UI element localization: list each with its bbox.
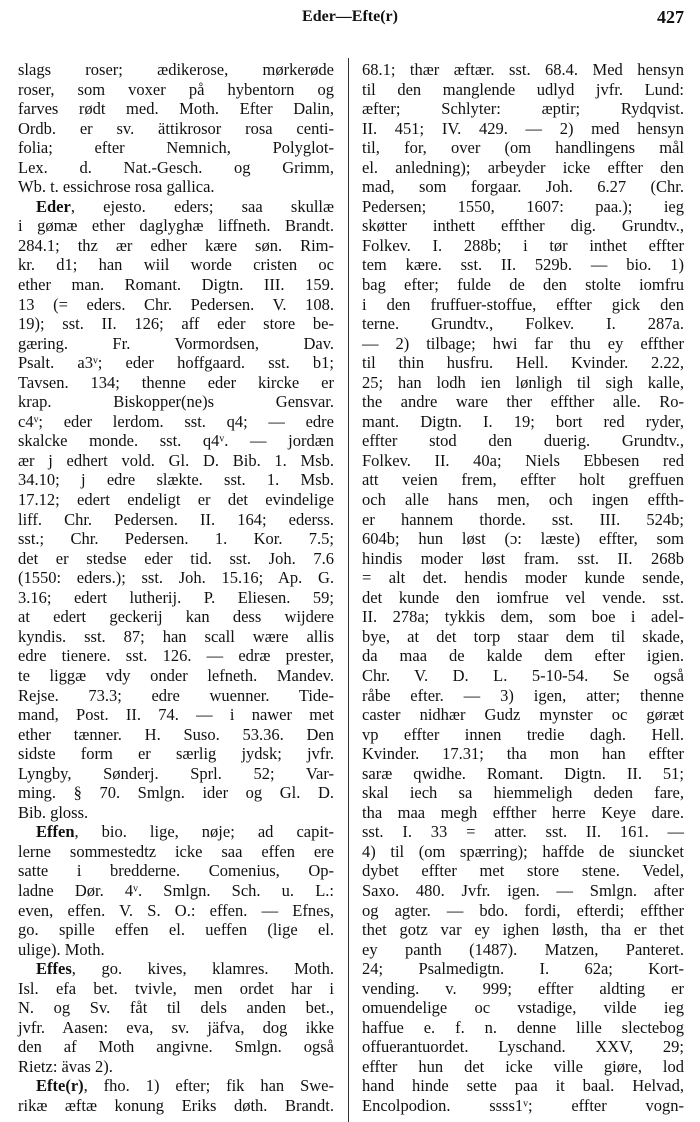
text-line [18,314,334,334]
text-line [18,607,334,627]
text-line [18,138,334,158]
line-text: farves rødt med. Moth. Efter Dalin, [18,99,334,119]
text-line [18,236,334,256]
text-line [362,158,684,178]
line-text: Folkev. II. 40a; Niels Ebbesen red [362,450,684,470]
line-text: — 2) tilbage; hwi far thu ey effther [362,333,684,353]
text-line [18,451,334,471]
line-text: 34.10; j edre slækte. sst. 1. Msb. [18,470,334,490]
line-text: bag efter; fulde de den stolte iomfru [362,275,684,295]
line-text: Kvinder. 17.31; tha mon han effter [362,744,684,764]
text-line [18,725,334,745]
line-text: 68.1; thær æftær. sst. 68.4. Med hensyn [362,60,684,79]
line-text: Bib. gloss. [18,802,89,822]
page-number: 427 [657,7,684,27]
line-text: vp effter innen tredie dagh. Hell. [362,724,684,744]
text-line [18,60,334,80]
text-line [362,1018,684,1038]
text-line [18,881,334,901]
line-text: , fho. 1) efter; fik han Swe- [83,1076,334,1096]
text-line [18,940,334,960]
text-line [362,451,684,471]
line-text: 17.12; edert endeligt er det evindelige [18,490,334,510]
text-line [18,80,334,100]
text-line [18,412,334,432]
line-text: edre tienere. sst. 126. — edræ prester, [18,646,334,666]
text-line [362,177,684,197]
text-line [18,998,334,1018]
text-line [18,686,334,706]
line-text: Lyngby, Sønderj. Sprl. 52; Var- [18,763,334,783]
text-line [362,80,684,100]
line-text: Ordb. er sv. ättikrosor rosa centi- [18,118,334,138]
line-text: even, effen. V. S. O.: effen. — Efnes, [18,900,334,920]
line-text: hand hinde sette paa it baal. Helvad, [362,1076,684,1096]
text-line [18,490,334,510]
text-line [18,1057,334,1077]
line-text: er hannem thorde. sst. III. 524b; [362,509,684,529]
line-text: til thin husfru. Hell. Kvinder. 2.22, [362,353,684,373]
line-text: 24; Psalmedigtn. I. 62a; Kort- [362,959,684,979]
text-line [362,236,684,256]
text-line [18,216,334,236]
text-line [362,568,684,588]
text-line [362,861,684,881]
text-line [362,510,684,530]
text-line [18,979,334,999]
text-line [18,353,334,373]
line-text: lerne sommestedtz icke saa effen ere [18,841,334,861]
line-text: råbe efter. — 3) igen, atter; thenne [362,685,684,705]
text-line [362,959,684,979]
line-text: at edert geckerij kan dess wijdere [18,607,334,627]
text-line [362,99,684,119]
line-text: Isl. efa bet. tvivle, men ordet har i [18,978,334,998]
line-text: skalcke monde. sst. q4ᵛ. — jordæn [18,431,334,451]
line-text: Wb. t. essichrose rosa gallica. [18,177,215,197]
line-text: æfter; Schlyter: æptir; Rydqvist. [362,99,684,119]
line-text: det kunde den iomfrue vel vende. sst. [362,587,684,607]
line-text: 25; han lodh ien lønligh til sigh kalle, [362,372,684,392]
line-text: kyndis. sst. 87; han scall wære allis [18,626,334,646]
text-line [18,119,334,139]
text-line [18,510,334,530]
line-text: mant. Digtn. I. 19; bort red ryder, [362,411,684,431]
text-line [362,588,684,608]
text-line [362,255,684,275]
line-text: kr. d1; han wiil worde cristen oc [18,255,334,275]
text-line [362,627,684,647]
line-text: Folkev. I. 288b; i tør inthet effter [362,235,684,255]
text-line [362,783,684,803]
text-line [18,744,334,764]
line-text: ulige). Moth. [18,939,105,959]
line-text: , go. kives, klamres. Moth. [71,959,334,979]
text-line [18,177,334,197]
line-text: N. og Sv. fåt til dels anden bet., [18,998,334,1018]
headword: Effen [36,822,75,842]
text-line [18,1096,334,1116]
line-text: terne. Grundtv., Folkev. I. 287a. [362,314,684,334]
text-line [362,842,684,862]
line-text: 13 (= eders. Chr. Pedersen. V. 108. [18,294,334,314]
line-text: roser, som voxer på hybentorn og [18,79,334,99]
line-text: Chr. V. D. L. 5-10-54. Se også [362,665,684,685]
text-line [18,803,334,823]
text-line [18,334,334,354]
line-text: Tavsen. 134; thenne eder kircke er [18,372,334,392]
text-line [362,431,684,451]
line-text: til, for, over (om handlingens mål [362,138,684,158]
text-line [362,646,684,666]
text-line [18,392,334,412]
line-text: og agter. — bdo. fordi, efterdi; effther [362,900,684,920]
running-head: Eder—Efte(r) [302,8,398,25]
line-text: sst.; Chr. Pedersen. 1. Kor. 7.5; [18,529,334,549]
text-line [362,275,684,295]
line-text: Psalt. a3ᵛ; eder hoffgaard. sst. b1; [18,353,334,373]
line-text: 284.1; thz ær edher kære søn. Rim- [18,235,334,255]
line-text: Pedersen; 1550, 1607: paa.); ieg [362,196,684,216]
line-text: c4ᵛ; eder lerdom. sst. q4; — edre [18,411,334,431]
text-line [362,881,684,901]
text-line [18,1018,334,1038]
text-line [362,549,684,569]
text-line [362,197,684,217]
line-text: slags roser; ædikerose, mørkerøde [18,60,334,79]
column-divider [348,58,349,1122]
text-line [362,1037,684,1057]
text-line [18,373,334,393]
text-line [362,1057,684,1077]
line-text: caster nidhær Gudz mynster oc gøræt [362,705,684,725]
line-text: mand, Post. II. 74. — i nawer met [18,705,334,725]
text-line [18,470,334,490]
text-line [362,314,684,334]
line-text: skal iech sa hiemmeligh deden fare, [362,783,684,803]
text-line [18,666,334,686]
line-text: 19); sst. II. 126; aff eder store be- [18,314,334,334]
text-line [18,646,334,666]
line-text: ær j edhert vold. Gl. D. Bib. 1. Msb. [18,450,334,470]
line-text: gæring. Fr. Vormordsen, Dav. [18,333,334,353]
text-line [18,197,334,217]
line-text: ether man. Romant. Digtn. III. 159. [18,275,334,295]
line-text: satte i bredderne. Comenius, Op- [18,861,334,881]
text-line [362,705,684,725]
text-line [18,431,334,451]
text-line [18,568,334,588]
headword: Effes [36,959,72,979]
text-line [362,60,684,80]
line-text: el. anledning); arbeyder icke effter den [362,157,684,177]
text-line [18,275,334,295]
line-text: Rejse. 73.3; edre wuenner. Tide- [18,685,334,705]
text-line [18,959,334,979]
line-text: ey panth (1487). Matzen, Panteret. [362,939,684,959]
text-line [362,979,684,999]
line-text: att veien frem, effter holt greffuen [362,470,684,490]
line-text: Lex. d. Nat.-Gesch. og Grimm, [18,157,334,177]
text-line [362,803,684,823]
line-text: saræ qwidhe. Romant. Digtn. II. 51; [362,763,684,783]
line-text: ming. § 70. Smlgn. ider og Gl. D. [18,783,334,803]
text-line [362,373,684,393]
text-line [362,490,684,510]
text-line [18,1037,334,1057]
text-line [362,138,684,158]
text-line [362,216,684,236]
text-line [18,627,334,647]
text-line [362,1076,684,1096]
text-line [18,901,334,921]
text-line [18,764,334,784]
text-line [362,607,684,627]
text-line [18,920,334,940]
line-text: til den manglende udlyd jvfr. Lund: [362,79,684,99]
line-text: skøtter inthett effther dig. Grundtv., [362,216,684,236]
line-text: dybet effter met store stene. Vedel, [362,861,684,881]
line-text: och alle hans men, och ingen effth- [362,490,684,510]
line-text: hindis moder løst fram. sst. II. 268b [362,548,684,568]
line-text: mad, som forgaar. Joh. 6.27 (Chr. [362,177,684,197]
line-text: offuerantuordet. Lyschand. XXV, 29; [362,1037,684,1057]
line-text: da maa de kalde dem efter igien. [362,646,684,666]
line-text: II. 451; IV. 429. — 2) med hensyn [362,118,684,138]
line-text: effter stod den duerig. Grundtv., [362,431,684,451]
line-text: det er stedse eder tid. sst. Joh. 7.6 [18,548,334,568]
line-text: , ejesto. eders; saa skullæ [70,196,334,216]
text-line [362,392,684,412]
line-text: te liggæ vdy onder lefneth. Mandev. [18,665,334,685]
text-line [18,705,334,725]
text-line [18,588,334,608]
text-line [18,842,334,862]
line-text: tha maa megh effther herre Keye dare. [362,802,684,822]
line-text: sidste form er særlig jydsk; jvfr. [18,744,334,764]
line-text: den af Moth angivne. Smlgn. også [18,1037,334,1057]
text-line [362,920,684,940]
text-line [18,1076,334,1096]
line-text: i den fruffuer-stoffue, effter gick den [362,294,684,314]
text-line [362,725,684,745]
text-line [18,529,334,549]
line-text: folia; efter Nemnich, Polyglot- [18,138,334,158]
line-text: haffue e. f. n. denne lille slectebog [362,1017,684,1037]
text-line [362,822,684,842]
text-line [362,686,684,706]
line-text: sst. I. 33 = atter. sst. II. 161. — [362,822,684,842]
text-line [18,99,334,119]
left-column [18,60,334,1116]
line-text: ether tænner. H. Suso. 53.36. Den [18,724,334,744]
text-line [18,549,334,569]
text-line [362,666,684,686]
text-line [18,158,334,178]
line-text: i gømæ ether daglyghæ liffneth. Brandt. [18,216,334,236]
line-text: II. 278a; tykkis dem, som boe i adel- [362,607,684,627]
text-line [362,295,684,315]
line-text: , bio. lige, nøje; ad capit- [74,822,334,842]
text-line [362,470,684,490]
line-text: thet gotz var ey ighen løsth, tha er thet [362,920,684,940]
headword: Eder [36,196,71,216]
line-text: 4) til (om spærring); haffde de siuncket [362,841,684,861]
line-text: Encolpodion. ssss1ᵛ; effter vogn- [362,1095,684,1115]
text-line [362,1096,684,1116]
line-text: vending. v. 999; effter aldting er [362,978,684,998]
text-line [362,764,684,784]
line-text: = alt det. hendis moder kunde sende, [362,568,684,588]
line-text: tem kære. sst. II. 529b. — bio. 1) [362,255,684,275]
line-text: ladne Dør. 4ᵛ. Smlgn. Sch. u. L.: [18,880,334,900]
line-text: krap. Biskopper(ne)s Gensvar. [18,392,334,412]
line-text: bye, at det torp staar dem til skade, [362,626,684,646]
line-text: 3.16; edert lutherij. P. Eliesen. 59; [18,587,334,607]
line-text: 604b; hun løst (ɔ: læste) effter, som [362,529,684,549]
text-line [362,940,684,960]
text-line [362,353,684,373]
line-text: go. spille effen el. ueffen (lige el. [18,920,334,940]
text-line [362,744,684,764]
line-text: Saxo. 480. Jvfr. igen. — Smlgn. after [362,880,684,900]
text-line [362,901,684,921]
headword: Efte(r) [36,1076,84,1096]
line-text: (1550: eders.); sst. Joh. 15.16; Ap. G. [18,568,334,588]
text-line [18,861,334,881]
text-line [18,255,334,275]
line-text: rikæ æftæ konung Eriks døth. Brandt. [18,1095,334,1115]
text-line [18,295,334,315]
text-line [18,783,334,803]
text-line [362,998,684,1018]
line-text: jvfr. Aasen: eva, sv. jäfva, dog ikke [18,1017,334,1037]
right-column [362,60,684,1116]
line-text: liff. Chr. Pedersen. II. 164; ederss. [18,509,334,529]
text-line [362,529,684,549]
text-line [362,334,684,354]
line-text: the andre ware ther effther alle. Ro- [362,392,684,412]
text-line [18,822,334,842]
line-text: omuendelige oc vstadige, vilde ieg [362,998,684,1018]
line-text: effter hun det icke ville giøre, lod [362,1056,684,1076]
text-line [362,412,684,432]
text-line [362,119,684,139]
line-text: Rietz: ävas 2). [18,1056,113,1076]
